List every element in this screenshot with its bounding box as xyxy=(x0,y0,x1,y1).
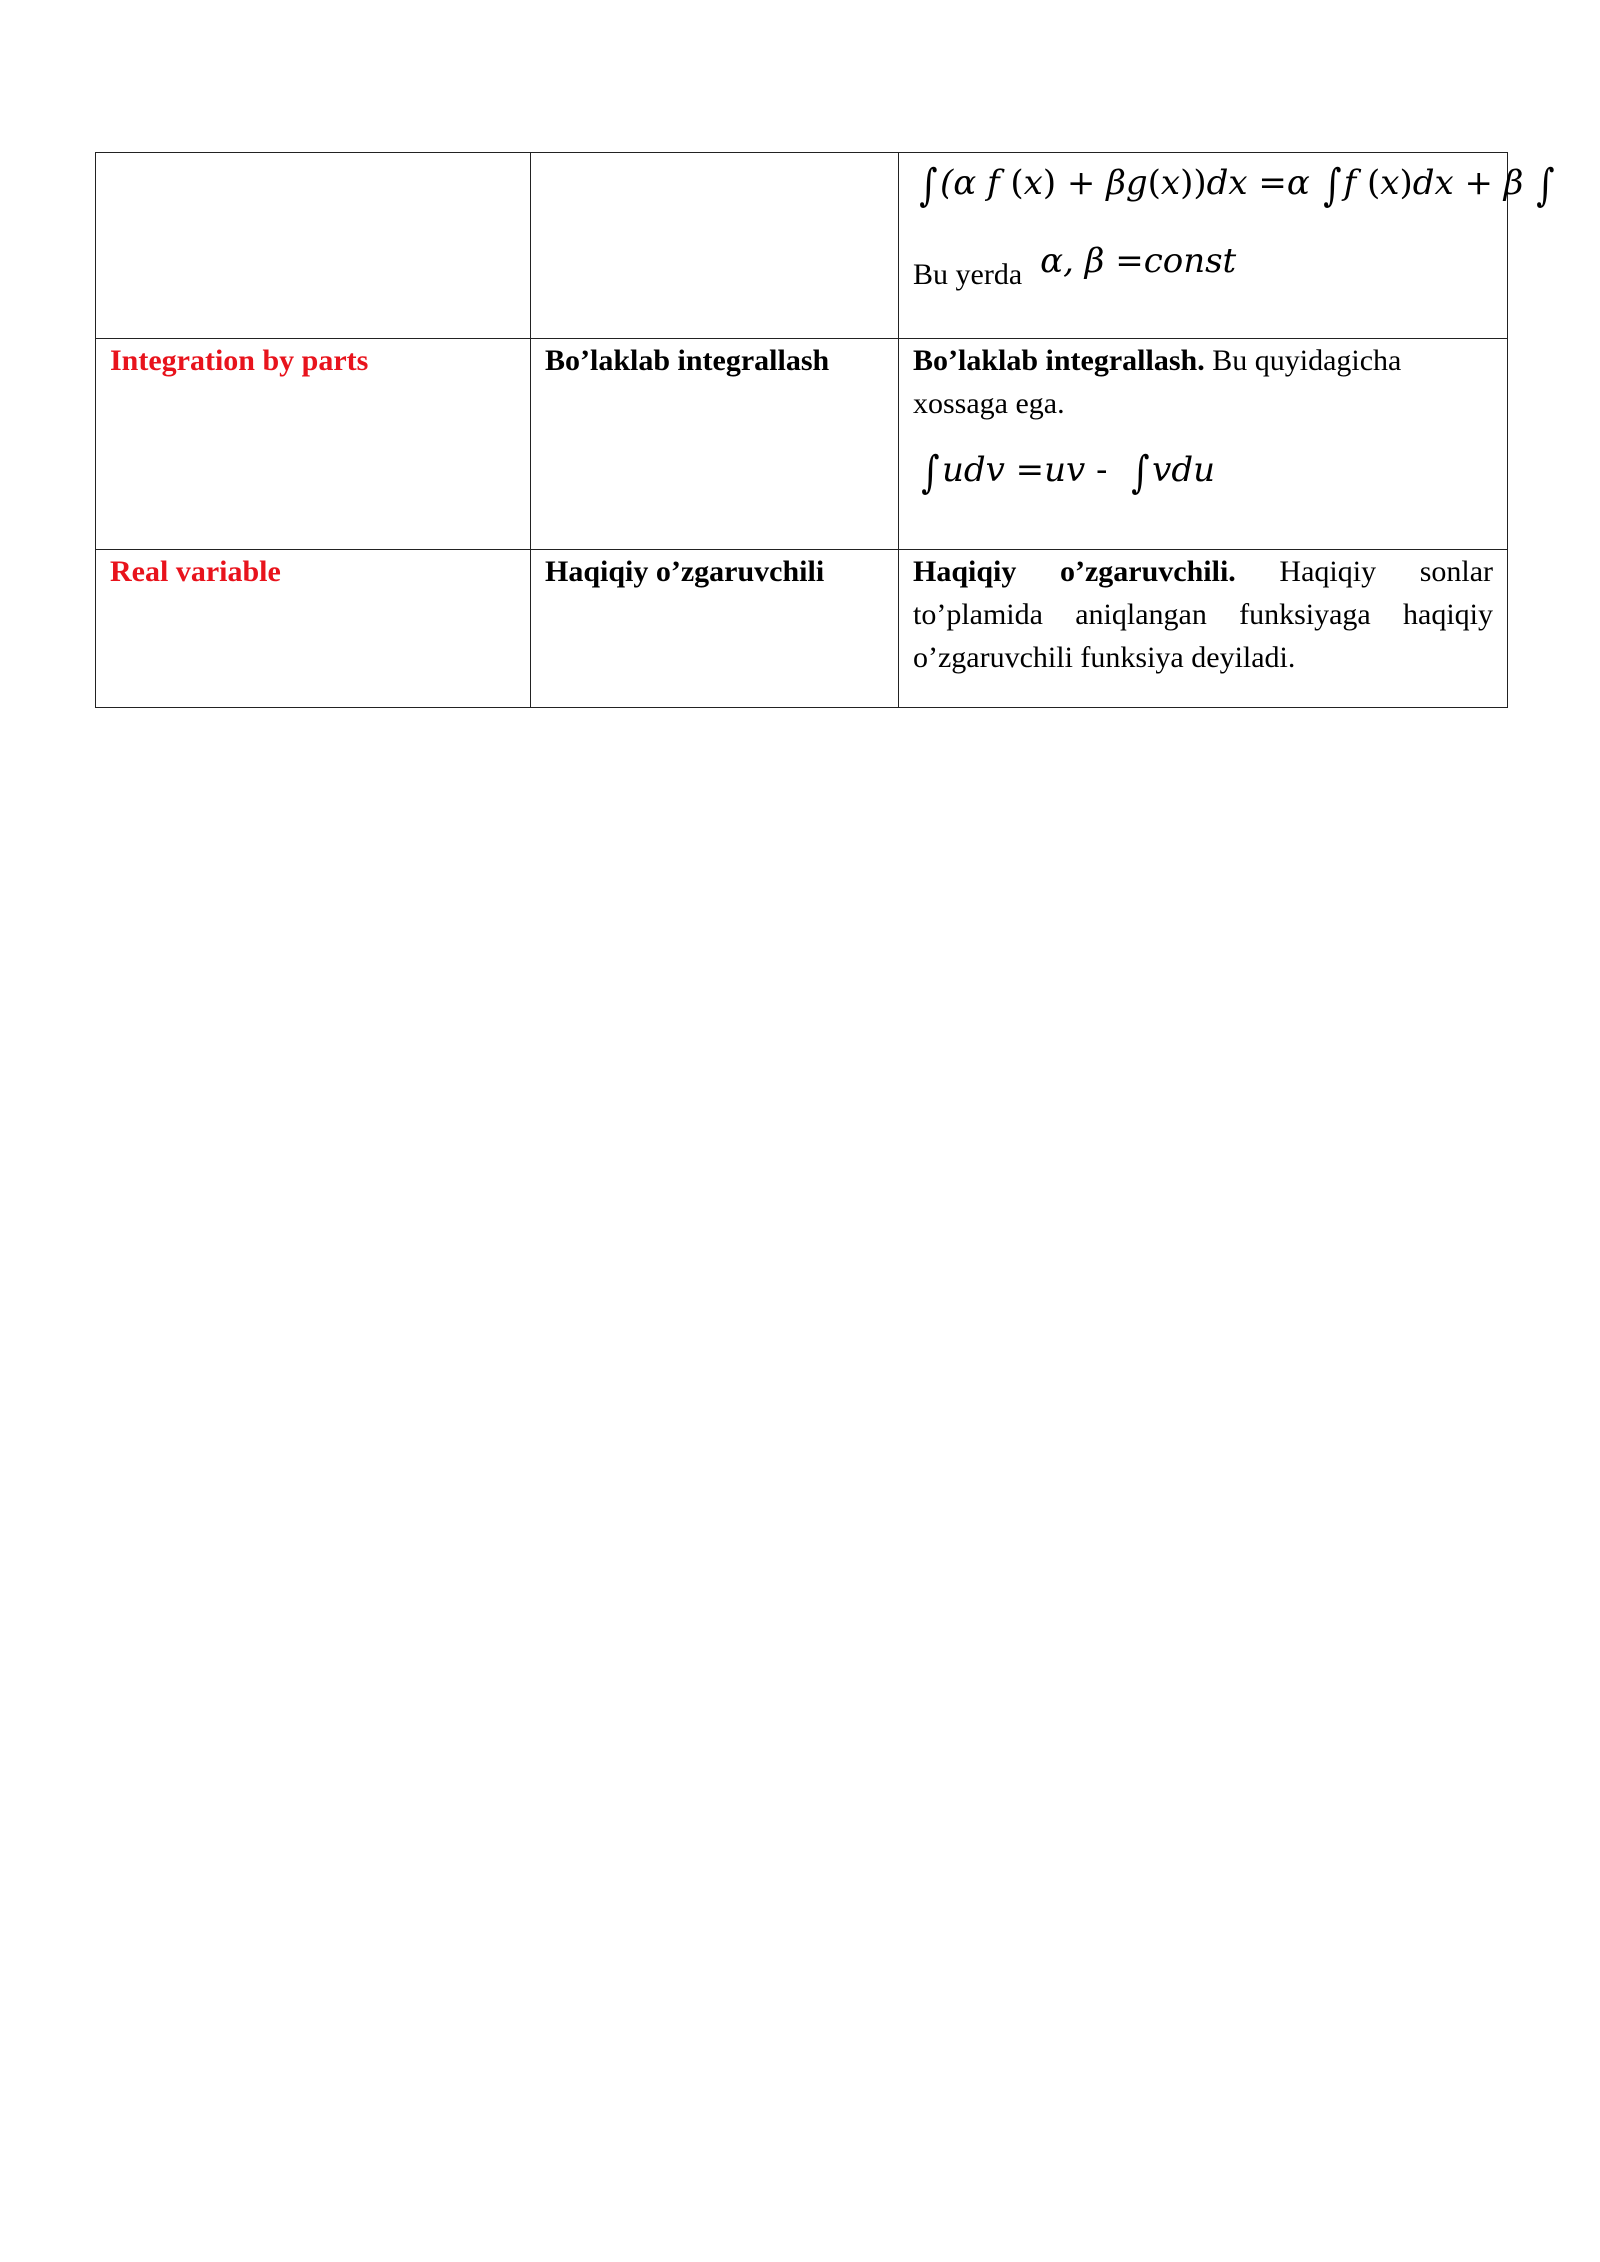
term-uz-cell xyxy=(531,550,899,708)
constants-formula: α, β =const xyxy=(1040,241,1237,281)
definition-text-2: xossaga ega. xyxy=(913,387,1065,420)
term-en-cell xyxy=(96,153,531,339)
term-en-cell xyxy=(96,550,531,708)
definition-text-1: Haqiqiy sonlar xyxy=(1235,555,1494,588)
note-label: Bu yerda xyxy=(913,258,1023,291)
definition-text-2: to’plamida aniqlangan funksiyaga haqiqiy xyxy=(913,598,1493,631)
definition-cell xyxy=(899,550,1508,708)
term-uz: Bo’laklab integrallash xyxy=(545,344,830,377)
table-row xyxy=(96,339,1508,550)
term-uz-cell xyxy=(531,339,899,550)
term-en-cell xyxy=(96,339,531,550)
definition-text-3: o’zgaruvchili funksiya deyiladi. xyxy=(913,641,1296,674)
term-en: Integration by parts xyxy=(110,344,369,377)
definition xyxy=(899,153,1555,338)
definition-cell xyxy=(899,339,1508,550)
definition xyxy=(899,550,1507,679)
definition xyxy=(899,339,1507,498)
glossary-table xyxy=(95,152,1555,708)
integration-by-parts-formula: ∫udv =uv - ∫vdu xyxy=(921,447,1215,498)
definition-cell xyxy=(899,153,1555,339)
term-uz-cell xyxy=(531,153,899,339)
definition-line-1 xyxy=(913,550,1493,593)
definition-text-1: Bu quyidagicha xyxy=(1204,344,1402,377)
term-uz: Haqiqiy o’zgaruvchili xyxy=(545,555,825,588)
definition-bold: Haqiqiy o’zgaruvchili. xyxy=(913,555,1236,588)
linearity-formula: ∫(α f (x) + βg(x))dx =α ∫f (x)dx + β ∫ xyxy=(919,160,1555,211)
term-en: Real variable xyxy=(110,555,281,588)
definition-bold: Bo’laklab integrallash. xyxy=(913,344,1205,377)
note-line xyxy=(913,241,1237,293)
table-row xyxy=(96,550,1508,708)
table-row xyxy=(96,153,1508,339)
